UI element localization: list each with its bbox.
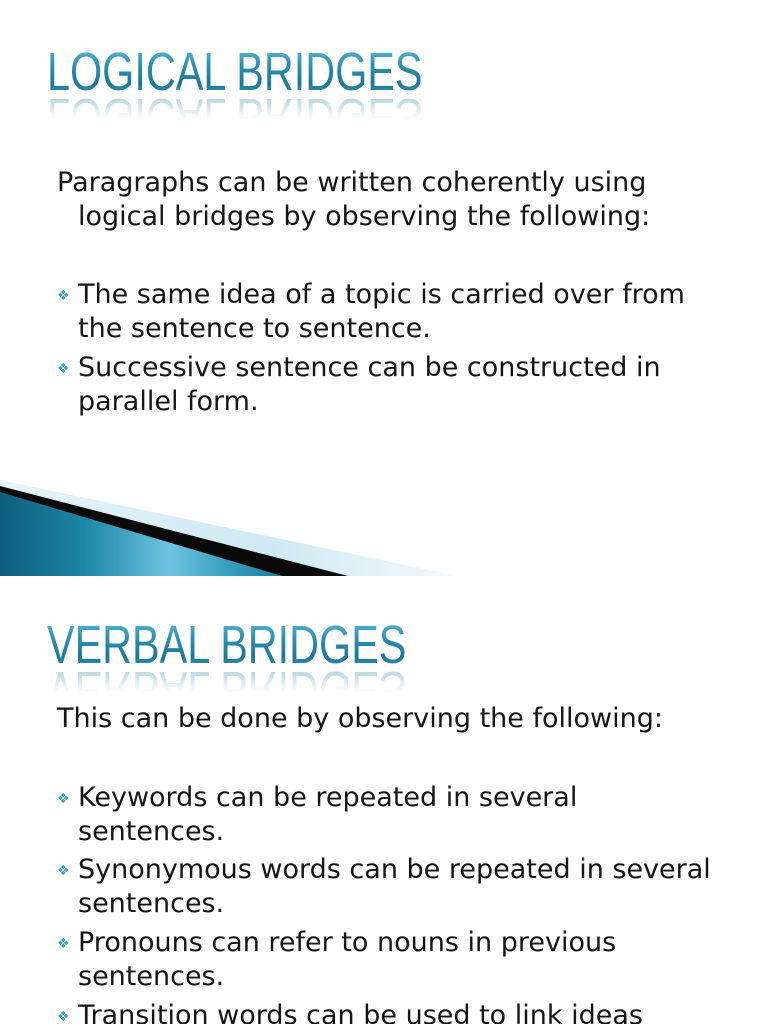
intro-line: This can be done by observing the following: — [57, 703, 663, 734]
bullet-line: parallel form. — [78, 386, 259, 417]
bullet-line: Successive sentence can be constructed in — [78, 352, 661, 383]
bullet-line: sentences. — [78, 888, 225, 919]
bullet-line: Transition words can be used to link ideas — [78, 1000, 643, 1024]
bullet-line: The same idea of a topic is carried over from — [78, 279, 685, 310]
bullet-line: Keywords can be repeated in several — [78, 782, 578, 813]
diamond-bullet-icon — [57, 793, 73, 805]
diamond-bullet-icon — [57, 363, 73, 375]
diamond-bullet-icon — [57, 1011, 73, 1023]
bullet-line: sentences. — [78, 816, 225, 847]
bullet-line: Pronouns can refer to nouns in previous — [78, 927, 617, 958]
decorative-swoosh — [0, 470, 460, 576]
intro-line: logical bridges by observing the following: — [78, 201, 651, 232]
diamond-bullet-icon — [57, 290, 73, 302]
slide-title: LOGICAL BRIDGES — [47, 42, 423, 102]
bullet-line: the sentence to sentence. — [78, 313, 431, 344]
diamond-bullet-icon — [57, 938, 73, 950]
bullet-line: sentences. — [78, 961, 225, 992]
intro-line: Paragraphs can be written coherently using — [57, 167, 647, 198]
slide-verbal-bridges — [0, 576, 768, 1024]
slide-title: VERBAL BRIDGES — [47, 615, 407, 675]
diamond-bullet-icon — [57, 865, 73, 877]
bullet-line: Synonymous words can be repeated in several — [78, 854, 711, 885]
